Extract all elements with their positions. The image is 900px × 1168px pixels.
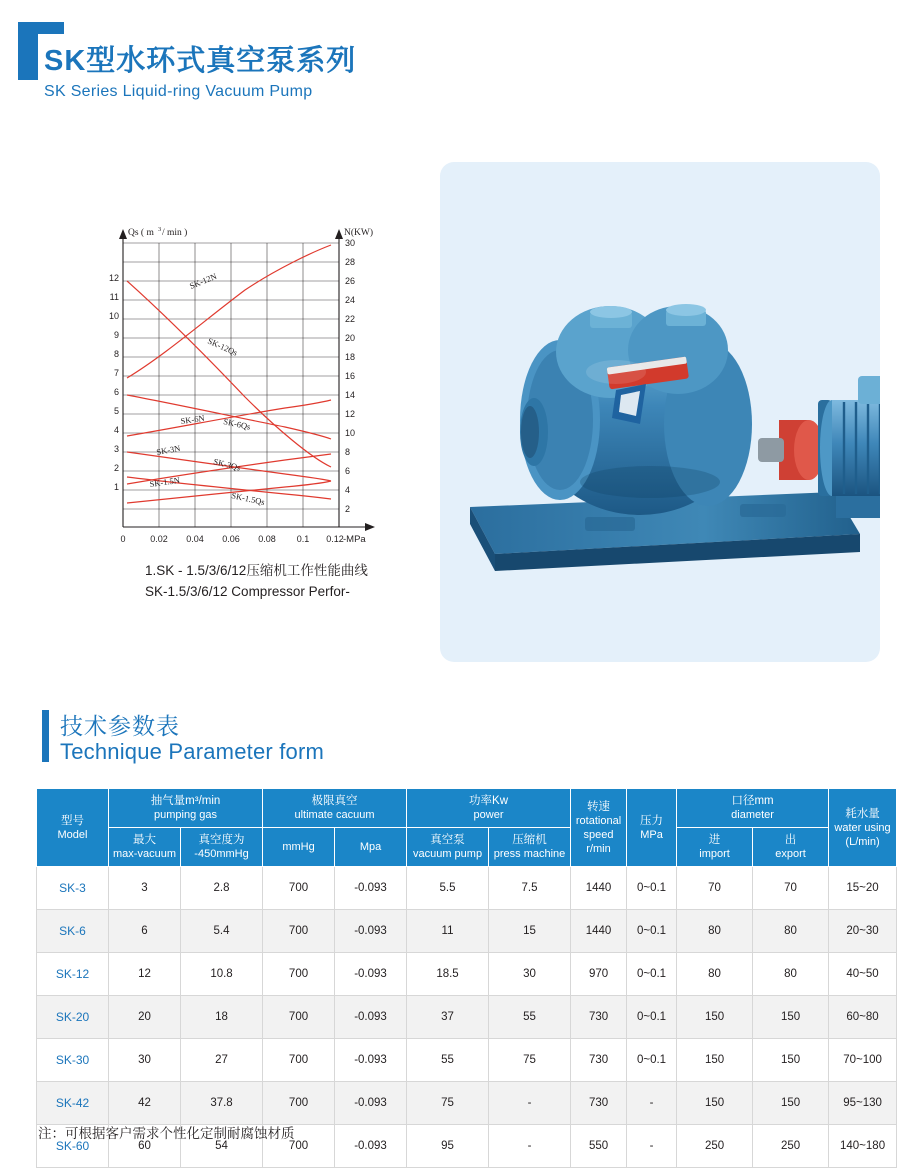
cell-mmhg: 700 (263, 1125, 335, 1168)
cell-model: SK-30 (37, 1039, 109, 1082)
th-speed-en: rotational speed r/min (575, 814, 622, 855)
table-row (37, 867, 897, 910)
spec-table-wrap (36, 788, 891, 1168)
th-model (37, 789, 109, 867)
table-row (37, 910, 897, 953)
page-title-cn: SK型水环式真空泵系列 (44, 45, 357, 77)
cell-pressure: 0~0.1 (627, 953, 677, 996)
cell-export: 80 (753, 910, 829, 953)
cell-max-vacuum: 20 (109, 996, 181, 1039)
cell-max-vacuum: 12 (109, 953, 181, 996)
svg-text:28: 28 (345, 257, 356, 267)
table-row (37, 1082, 897, 1125)
svg-text:0.1: 0.1 (296, 534, 310, 544)
header-accent-bar (18, 34, 38, 80)
table-row (37, 953, 897, 996)
cell-water: 60~80 (829, 996, 897, 1039)
cell-vacuum-pump: 37 (407, 996, 489, 1039)
svg-text:0.12: 0.12 (326, 534, 344, 544)
cell-mpa: -0.093 (335, 996, 407, 1039)
product-photo-panel (440, 162, 880, 662)
cell-export: 70 (753, 867, 829, 910)
cell-import: 150 (677, 1039, 753, 1082)
svg-text:6: 6 (113, 387, 119, 397)
cell-water: 15~20 (829, 867, 897, 910)
cell-max-vacuum: 30 (109, 1039, 181, 1082)
svg-text:12: 12 (345, 409, 356, 419)
cell-import: 250 (677, 1125, 753, 1168)
cell-water: 40~50 (829, 953, 897, 996)
performance-chart (95, 215, 395, 605)
th-mpa-en: Mpa (359, 841, 382, 853)
cell-mmhg: 700 (263, 996, 335, 1039)
section-title-cn: 技术参数表 (60, 713, 180, 739)
svg-text:2: 2 (113, 463, 119, 473)
cell-mpa: -0.093 (335, 867, 407, 910)
svg-text:16: 16 (345, 371, 356, 381)
cell-import: 80 (677, 953, 753, 996)
cell-model: SK-3 (37, 867, 109, 910)
cell-speed: 1440 (571, 910, 627, 953)
svg-text:/ min ): / min ) (162, 228, 188, 238)
cell-mmhg: 700 (263, 1039, 335, 1082)
cell-press-machine: - (489, 1082, 571, 1125)
cell-speed: 730 (571, 1082, 627, 1125)
cell-mpa: -0.093 (335, 953, 407, 996)
cell-vac450: 27 (181, 1039, 263, 1082)
svg-text:8: 8 (113, 349, 119, 359)
page-title-en: SK Series Liquid-ring Vacuum Pump (44, 83, 313, 100)
th-mmhg-en: mmHg (282, 841, 315, 853)
section-heading (0, 700, 900, 780)
cell-model: SK-20 (37, 996, 109, 1039)
th-vac450-cn: 真空度为 (198, 834, 245, 846)
cell-pressure: 0~0.1 (627, 996, 677, 1039)
cell-export: 150 (753, 1039, 829, 1082)
svg-text:Qs ( m: Qs ( m (128, 228, 154, 238)
svg-text:24: 24 (345, 295, 356, 305)
performance-chart-svg (95, 215, 395, 555)
cell-press-machine: 30 (489, 953, 571, 996)
svg-text:12: 12 (108, 273, 119, 283)
svg-text:30: 30 (345, 238, 356, 248)
th-power-en: power (473, 809, 504, 821)
cell-pressure: - (627, 1125, 677, 1168)
svg-text:11: 11 (109, 292, 119, 302)
svg-text:14: 14 (345, 390, 356, 400)
th-vac450 (181, 828, 263, 867)
svg-text:1: 1 (113, 482, 119, 492)
th-ultimate-vacuum (263, 789, 407, 828)
th-import-cn: 进 (708, 834, 721, 846)
svg-text:-MPa: -MPa (343, 534, 366, 545)
cell-export: 150 (753, 1082, 829, 1125)
cell-max-vacuum: 6 (109, 910, 181, 953)
cell-model: SK-12 (37, 953, 109, 996)
section-title-en: Technique Parameter form (60, 739, 325, 764)
cell-speed: 550 (571, 1125, 627, 1168)
th-pressure-en: MPa (640, 828, 663, 841)
th-power (407, 789, 571, 828)
cell-press-machine: 7.5 (489, 867, 571, 910)
technique-parameter-table (36, 788, 897, 1168)
svg-text:0.02: 0.02 (150, 534, 168, 544)
cell-vacuum-pump: 18.5 (407, 953, 489, 996)
th-export-en: export (775, 848, 806, 860)
cell-vacuum-pump: 75 (407, 1082, 489, 1125)
th-press-machine-en: press machine (493, 848, 566, 860)
th-pressure (627, 789, 677, 867)
cell-model: SK-6 (37, 910, 109, 953)
cell-press-machine: 55 (489, 996, 571, 1039)
chart-caption-line1: 1.SK - 1.5/3/6/12压缩机工作性能曲线 (145, 563, 368, 578)
cell-press-machine: - (489, 1125, 571, 1168)
svg-text:SK-3N: SK-3N (155, 442, 182, 457)
cell-pressure: 0~0.1 (627, 867, 677, 910)
th-pumping-gas-cn: 抽气量m³/min (150, 795, 221, 807)
cell-water: 140~180 (829, 1125, 897, 1168)
svg-text:3: 3 (113, 444, 119, 454)
svg-text:SK-1.5N: SK-1.5N (148, 474, 181, 489)
svg-text:20: 20 (345, 333, 356, 343)
cell-import: 80 (677, 910, 753, 953)
cell-vac450: 5.4 (181, 910, 263, 953)
svg-text:2: 2 (345, 504, 351, 514)
svg-text:N(KW): N(KW) (344, 228, 374, 238)
cell-press-machine: 75 (489, 1039, 571, 1082)
cell-water: 95~130 (829, 1082, 897, 1125)
cell-mpa: -0.093 (335, 1125, 407, 1168)
cell-export: 150 (753, 996, 829, 1039)
cell-speed: 970 (571, 953, 627, 996)
svg-text:4: 4 (113, 425, 119, 435)
svg-text:26: 26 (345, 276, 356, 286)
svg-text:10: 10 (108, 311, 119, 321)
svg-text:18: 18 (345, 352, 356, 362)
cell-pressure: 0~0.1 (627, 1039, 677, 1082)
th-model-en: Model (57, 828, 88, 841)
svg-text:SK-12N: SK-12N (188, 270, 219, 291)
table-row (37, 996, 897, 1039)
chart-caption (145, 560, 475, 602)
table-header-row-2 (37, 828, 897, 867)
cell-export: 80 (753, 953, 829, 996)
cell-water: 20~30 (829, 910, 897, 953)
svg-text:0.08: 0.08 (258, 534, 276, 544)
th-power-cn: 功率Kw (469, 795, 509, 807)
chart-caption-line2: SK-1.5/3/6/12 Compressor Perfor- (145, 584, 350, 599)
svg-text:0: 0 (120, 534, 126, 544)
th-press-machine (489, 828, 571, 867)
th-vacuum-pump-cn: 真空泵 (430, 834, 465, 846)
th-pumping-gas-en: pumping gas (154, 809, 217, 821)
th-ultimate-vacuum-cn: 极限真空 (311, 795, 358, 807)
th-model-cn: 型号 (61, 814, 84, 827)
svg-text:4: 4 (345, 485, 351, 495)
cell-mmhg: 700 (263, 867, 335, 910)
cell-mmhg: 700 (263, 953, 335, 996)
th-import (677, 828, 753, 867)
cell-pressure: - (627, 1082, 677, 1125)
th-pressure-cn: 压力 (640, 814, 664, 827)
svg-text:22: 22 (345, 314, 356, 324)
page-header (0, 0, 900, 120)
th-max-vacuum-cn: 最大 (133, 834, 156, 846)
section-accent-bar (42, 710, 49, 762)
cell-vac450: 10.8 (181, 953, 263, 996)
th-import-en: import (699, 848, 730, 860)
cell-speed: 730 (571, 1039, 627, 1082)
cell-water: 70~100 (829, 1039, 897, 1082)
th-max-vacuum-en: max-vacuum (113, 848, 176, 860)
cell-vac450: 54 (181, 1125, 263, 1168)
th-speed (571, 789, 627, 867)
th-diameter-cn: 口径mm (731, 795, 774, 807)
svg-text:6: 6 (345, 466, 351, 476)
svg-text:0.06: 0.06 (222, 534, 240, 544)
cell-model: SK-42 (37, 1082, 109, 1125)
cell-mpa: -0.093 (335, 1039, 407, 1082)
th-mpa (335, 828, 407, 867)
th-press-machine-cn: 压缩机 (512, 834, 547, 846)
svg-text:9: 9 (113, 330, 119, 340)
th-diameter (677, 789, 829, 828)
th-vac450-en: -450mmHg (194, 848, 249, 860)
cell-import: 150 (677, 996, 753, 1039)
cell-vac450: 18 (181, 996, 263, 1039)
th-pumping-gas (109, 789, 263, 828)
svg-text:3: 3 (158, 226, 162, 233)
th-vacuum-pump-en: vacuum pump (412, 848, 483, 860)
svg-text:7: 7 (113, 368, 119, 378)
cell-max-vacuum: 60 (109, 1125, 181, 1168)
svg-text:SK-1.5Qs: SK-1.5Qs (230, 490, 266, 507)
th-export (753, 828, 829, 867)
th-water-using-en: water using (L/min) (834, 821, 891, 848)
cell-speed: 1440 (571, 867, 627, 910)
svg-text:8: 8 (345, 447, 351, 457)
th-mmhg (263, 828, 335, 867)
cell-import: 150 (677, 1082, 753, 1125)
vacuum-pump-photo (440, 162, 880, 662)
th-speed-cn: 转速 (587, 800, 611, 813)
th-export-cn: 出 (784, 834, 797, 846)
cell-import: 70 (677, 867, 753, 910)
cell-mmhg: 700 (263, 910, 335, 953)
table-header-row-1 (37, 789, 897, 828)
cell-mmhg: 700 (263, 1082, 335, 1125)
cell-vacuum-pump: 55 (407, 1039, 489, 1082)
th-vacuum-pump (407, 828, 489, 867)
th-water-using (829, 789, 897, 867)
th-ultimate-vacuum-en: ultimate cacuum (294, 809, 375, 821)
svg-text:0.04: 0.04 (186, 534, 204, 544)
cell-press-machine: 15 (489, 910, 571, 953)
cell-vac450: 37.8 (181, 1082, 263, 1125)
cell-vac450: 2.8 (181, 867, 263, 910)
svg-text:SK-6Qs: SK-6Qs (222, 416, 252, 432)
cell-max-vacuum: 42 (109, 1082, 181, 1125)
cell-pressure: 0~0.1 (627, 910, 677, 953)
cell-export: 250 (753, 1125, 829, 1168)
th-diameter-en: diameter (731, 809, 774, 821)
cell-speed: 730 (571, 996, 627, 1039)
table-note: 注：可根据客户需求个性化定制耐腐蚀材质 (38, 1126, 295, 1141)
svg-text:10: 10 (345, 428, 356, 438)
cell-vacuum-pump: 95 (407, 1125, 489, 1168)
cell-model: SK-60 (37, 1125, 109, 1168)
cell-mpa: -0.093 (335, 1082, 407, 1125)
svg-text:5: 5 (113, 406, 119, 416)
svg-text:SK-3Qs: SK-3Qs (212, 456, 242, 473)
cell-vacuum-pump: 5.5 (407, 867, 489, 910)
table-row (37, 1039, 897, 1082)
th-max-vacuum (109, 828, 181, 867)
th-water-using-cn: 耗水量 (845, 807, 880, 820)
svg-text:SK-6N: SK-6N (179, 412, 206, 426)
svg-text:SK-12Qs: SK-12Qs (206, 335, 240, 358)
cell-vacuum-pump: 11 (407, 910, 489, 953)
cell-max-vacuum: 3 (109, 867, 181, 910)
cell-mpa: -0.093 (335, 910, 407, 953)
